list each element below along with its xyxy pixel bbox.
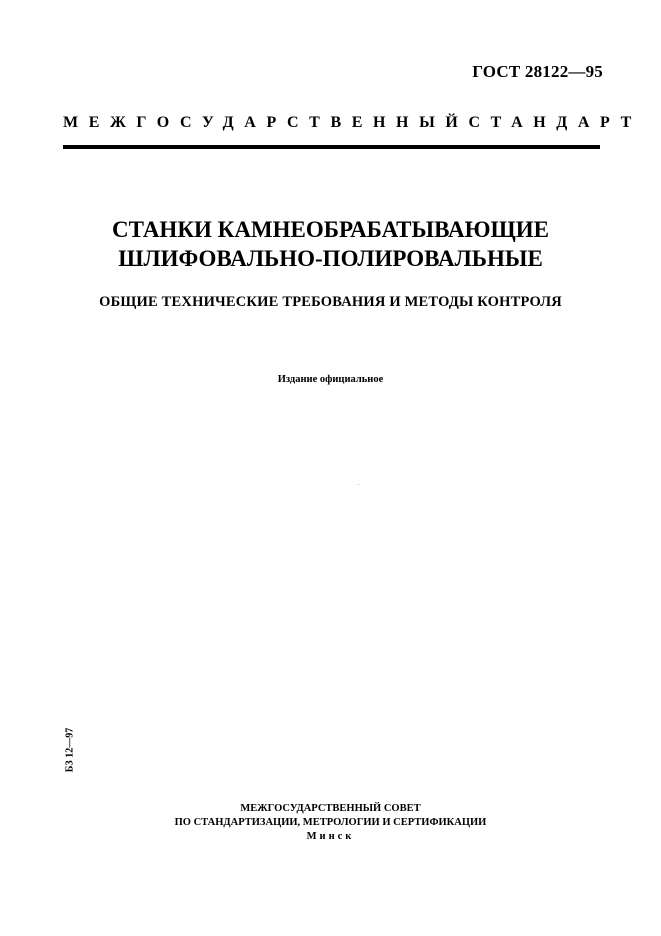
scan-speck [358,484,359,485]
side-code: БЗ 12—97 [64,727,76,773]
header-divider [63,145,600,149]
standard-type-word-standard: СТАНДАРТ [468,114,642,131]
standard-type-word-interstate: МЕЖГОСУДАРСТВЕННЫЙ [63,114,469,131]
publisher-line-2: ПО СТАНДАРТИЗАЦИИ, МЕТРОЛОГИИ И СЕРТИФИКАЦИИ [174,817,487,828]
document-title-line-2: ШЛИФОВАЛЬНО-ПОЛИРОВАЛЬНЫЕ [118,246,543,271]
gost-number: ГОСТ 28122—95 [472,62,603,81]
publisher-city: Минск [306,831,355,842]
standard-type-heading [63,114,642,132]
document-title [0,215,661,273]
publisher-line-1: МЕЖГОСУДАРСТВЕННЫЙ СОВЕТ [240,803,421,814]
title-block [0,215,661,311]
edition-note: Издание официальное [277,374,384,385]
document-title-line-1: СТАНКИ КАМНЕОБРАБАТЫВАЮЩИЕ [112,217,549,242]
publisher-block [0,802,661,844]
document-subtitle: ОБЩИЕ ТЕХНИЧЕСКИЕ ТРЕБОВАНИЯ И МЕТОДЫ КОНТРОЛЯ [99,294,562,310]
